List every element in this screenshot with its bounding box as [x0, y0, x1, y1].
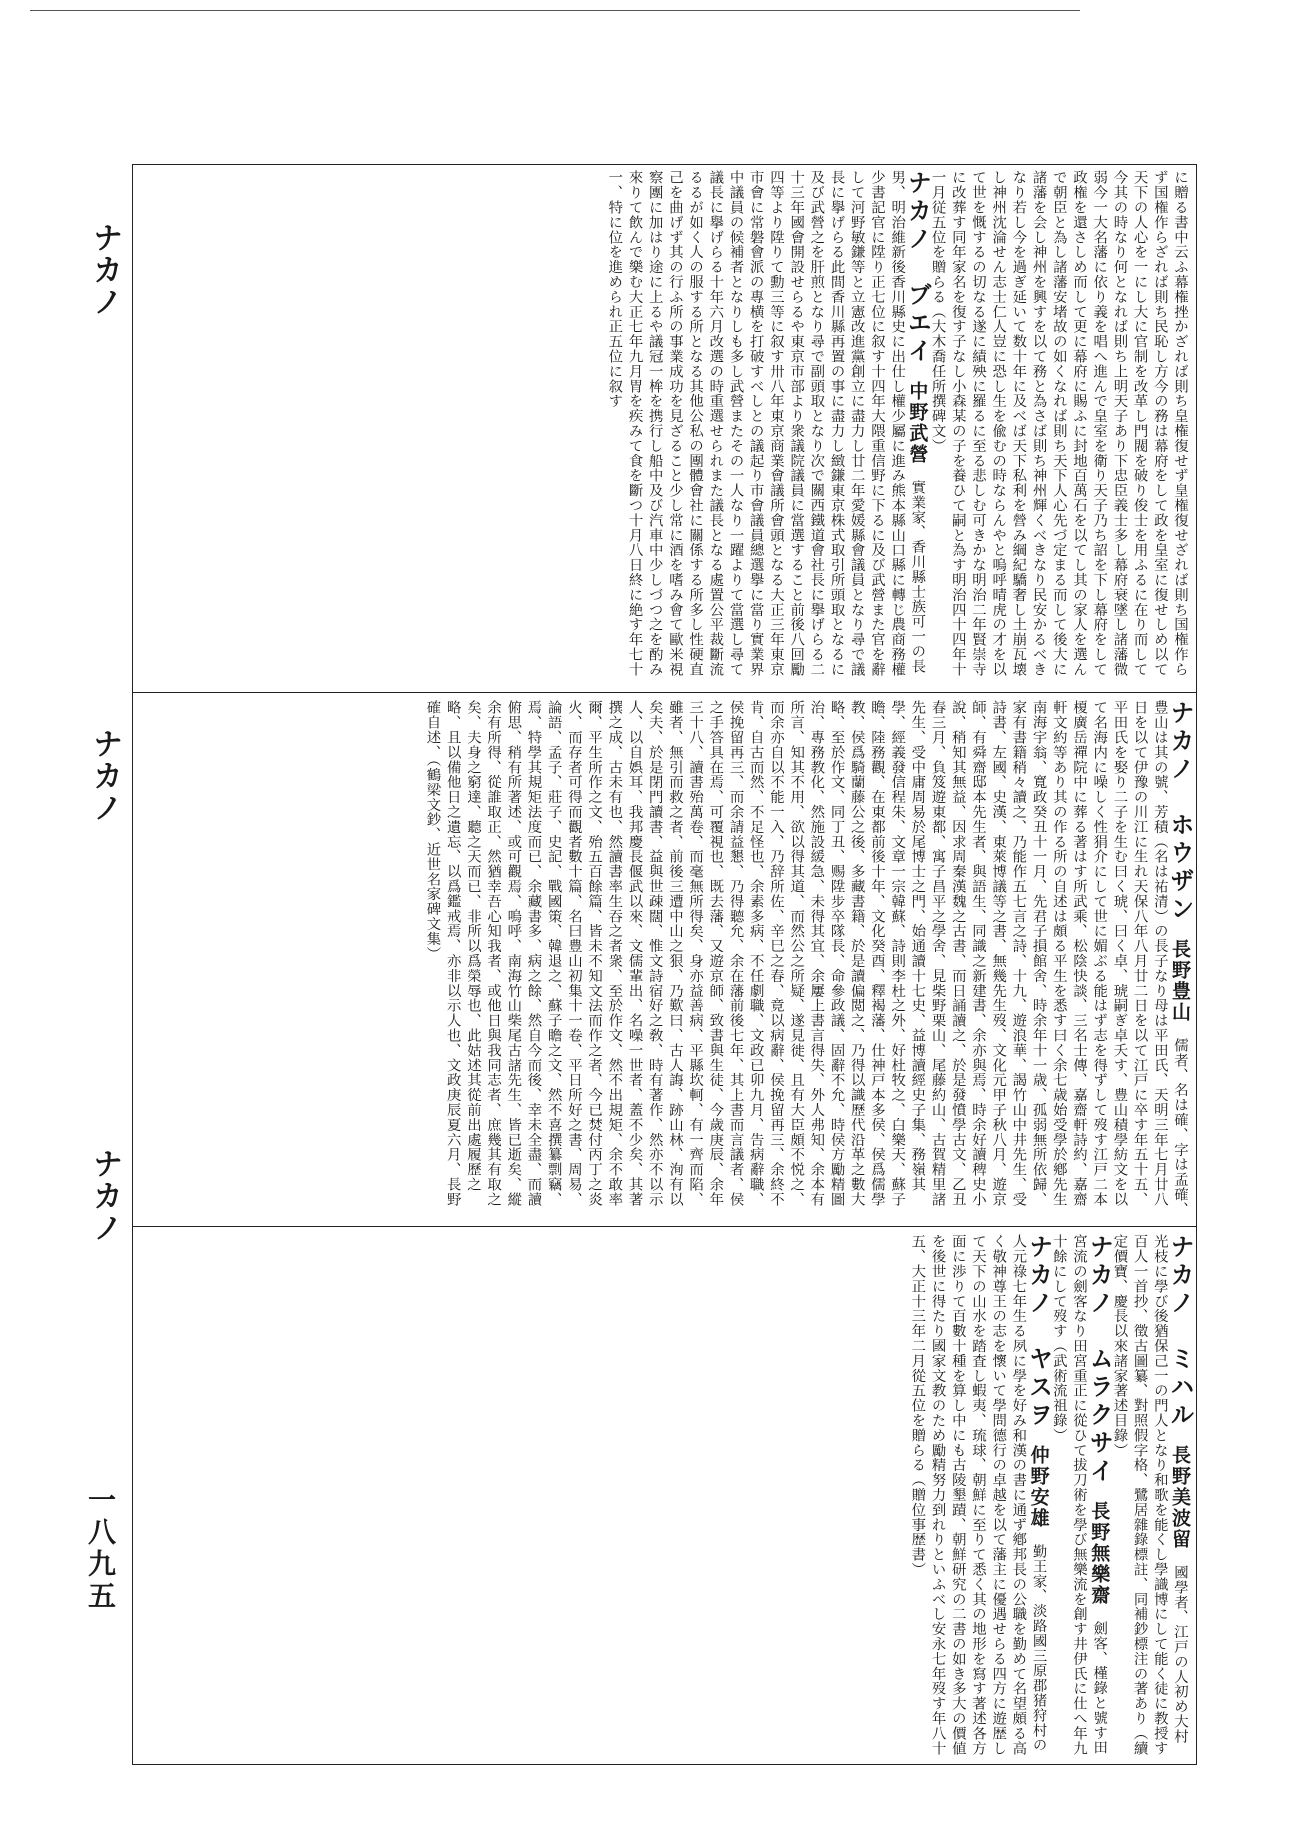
entry-description: 儒者、名は確、字は孟確、豊山は其の號、芳積（名は祐清）の長子なり母は平田氏、天明三年七月廿八日を以て伊豫の川江に生れ天保八年八月廿二日を以て江戸に卒す年五十五、平田氏を娶り二子を生む曰く琥、曰く卓、琥嗣ぎ卓夭す、豊山積學紡文を以て名海内に噪しく性狷介にして世に媚ぶる能はず志を得ずして歿す江戸二本榎廣岳禪院中に葬る著はす所武乘、松陰快談、三名士傳、嘉齋軒詩約、嘉齋軒文約等あり其の作る所の自述は頗る平生を悉す曰く余七歳始受學於鄕先生南海宇翁、寬政癸丑十一月、先君子損館舍、時余年十一歳、孤弱無所依歸、家有書籍稍々讀之、乃能作五七言之詩、十九、遊浪華、謁竹山中井先生、受詩書、左國、史漢、東萊博議等之書、無幾先生歿、文化元甲子秋八月、遊京師、有舜齋邸本先生者、與語生、同識之新建書、余亦與焉、時余好讀稗史小說、稍知其無益、因求周秦漢魏之古書、而日誦讀之、於是發憤學古文、乙丑春三月、負笈遊東都、寓子昌平之學舍、見柴野栗山、尾藤約山、古賀精里諸先生、受中庸周易於尾博士之門、始通讀十七史、益博讀經史子集、務嶺其學、經義發信程朱、文章一宗韓蘇、詩則李杜之外、好杜牧之、白樂天、蘇子瞻、陸務觀、在東都前後十年、文化癸酉、釋褐藩、仕神戸本多侯、侯爲儒學教、侯爲騎蘭藤公之後、多藏書籍、於是讀偏閲之、乃得以識歷代沿革之數大略、至於作文、同丁丑、赐陞步卒隊長、命參政議、固辭不允、時侯方勵精圖治、專務教化、然施設緩急、未得其宜、余屢上書言得失、外人弗知、余本有所言、知其不用、欲以得其道、而然公之所疑、遂見徙、且有大臣頗不悦之、而余亦自以不能一入、乃辞所佐、辛巳之春、竟以病辭、侯挽留再三、余終不肯、自古而然、不足怪也、余素多病、不任劇職、文政已卯九月、告病辭職、侯挽留再三、而余請益懇、乃得聽允、余在藩前後七年、其上書而言議者、侯之手答具在焉、可覆視也、既去藩、又遊京師、致書與生徒、今歲庚辰、余年三十八、讀書殆萬卷、而毫無所得矣、身亦益善病、平縣坎軻、有一齊而陷、雖者、無引而救之者、前後三遭中山之狠、乃歎曰、古人誨、跡山林、洵有以矣夫、於是閉門讀書、益與世疎闊、惟文詩宿好之敎、時有著作、然亦不以示人、以自娯耳、我邦慶長偃武以來、文儒輩出、名噪一世者、蓋不少矣、其著撰之成、古未有也、然讀書率生吞之者衆、至於作文、然不出規矩、余不敢率爾、平生所作之文、殆五百餘篇、皆未不知文法而作之者、今已焚付丙丁之炎火、而存者可得而觀者數十篇、名曰豊山初集十一卷、平日所好之書、周易、論語、孟子、莊子、史記、戰國策、韓退之、蘇子瞻之文、然不喜撰纂剽竊、焉、特學其規矩法度而已、余藏書多、病之餘、然自今而後、幸未全盡、而讀俯思、稍有所著述、或可觀焉、嗚呼、南海竹山柴尾古諸先生、皆已逝矣、縱余有所得、從誰取正、然猶幸吾心知我者、或他日與我同志者、庶幾其有取之矣、夫身之窮達、聽之天而已、非所以爲榮辱也、此姑述其從前出處履歷之略、且以備他日之遺忘、以爲鑑戒焉、亦非以示人也、文政庚辰夏六月、長野確自述、（鶴梁文鈔、近世名家碑文集）: [424, 700, 1188, 1217]
entry-name: 長野豊山: [1169, 938, 1191, 1023]
band-bottom: [138, 1234, 1194, 1758]
entry-continuation: [927, 170, 1190, 686]
entry-nagano-houzan: [422, 700, 1194, 1220]
entry-nakano-yasuo: [907, 1234, 1053, 1758]
band-middle: [138, 700, 1194, 1220]
entry-body: 元祿七年生る夙に學を好み和漢の書に通ず鄕邦長の公職を勤めて名望頗る高く敬神尊王の志を懷いて學問德行の卓越を以て藩主に優遇せらる四方に遊歴して天下の山水を踏査し蝦夷、琉球、朝鮮に至りて悉く其の地形を寫す著述各方面に渉りて百數十種を算し中にも古陵墾蹟、朝鮮研究の二書の如き多大の價値を後世に得たり國家文教のため勵精努力到れりといふべし安永七年歿す年八十五、大正十三年二月從五位を贈らる（贈位事歴書）: [909, 1234, 1027, 1756]
band-bottom-text: [138, 1234, 1194, 1758]
frame-bottom-border: [132, 1764, 1197, 1765]
entry-headword: ナカノ ヤスヲ: [1024, 1234, 1053, 1430]
entry-headword: ナカノ ムラクサイ: [1085, 1234, 1114, 1486]
entry-name: 仲野安雄: [1027, 1444, 1050, 1529]
text-frame: [132, 164, 1197, 1764]
frame-top-border: [132, 164, 1197, 165]
entry-name: 長野無樂齋: [1088, 1500, 1111, 1606]
side-heading-middle: ナカノ: [87, 728, 122, 824]
band-top: [138, 170, 1190, 686]
band-top-text: [138, 170, 1190, 686]
entry-description: 勤王家、淡路國三原郡猪狩村の人: [1010, 1234, 1047, 1753]
frame-left-border: [132, 164, 133, 1764]
frame-right-border: [1196, 164, 1197, 1764]
side-heading-top: ナカノ: [87, 222, 122, 318]
entry-headword: ナカノ ホウザン: [1166, 700, 1194, 924]
entry-nagano-miharu: [1109, 1234, 1194, 1758]
entry-name: 長野美波留: [1169, 1444, 1191, 1550]
band-middle-text: [138, 700, 1194, 1220]
entry-body: 田宮流の劍客なり田宮重正に從ひて拔刀術を學び無樂流を創す井伊氏に仕へ年九十餘にして歿す（武術流祖錄）: [1050, 1234, 1108, 1756]
page-number: 一八九五: [84, 1485, 117, 1613]
entry-body: 可一の長男、明治維新後香川縣史に出仕し權少屬に進み熊本縣山口縣に轉じ農商務權少書記官に陞り正七位に叙す十四年大隈重信野に下るに及び武營また官を辭して河野敏鎌等と立憲改進黨創立に盡力し廿二年愛媛縣會議員となり尋で議長に擧げらる此間香川縣再置の事に盡力し緻鎌東京株式取引所頭取となるに及び武營之を肝煎となり尋で副頭取となり次で關西鐵道會社長に擧げらる二十三年國會開設せらるや東京市部より衆議院議員に當選すること前後八回勵四等より陞りて勳三等に叙す卅八年東京商業會議所會頭となる大正三年東京市會に常磐會派の專横を打破すべしとの議起り市會議員總選擧に當り實業界中議員の候補者となりしも多し武營またその一人なり一躍よりて當選し尋て議長に擧げらる十年六月改選の時重選せられまた議長となる處置公平裁斷流るるが如く人の服する所となる其他公私の團體會社に關係する所多し性硬直己を曲げず其の行ふ所の事業成功を見ざること少し常に酒を嗜み會て歐米視察團に加はり途に上るや議冠一桙を携行し船中及び汽車中少しづつ之を酌み來りて飲んで樂む大正七年九月胃を疾みて食を斷つ十月八日終に絶す年七十一、特に位を進められ正五位に叙す: [606, 170, 926, 677]
entry-description: 實業家、香川縣士族: [909, 479, 926, 614]
entry-headword: ナカノ ミハル: [1166, 1234, 1194, 1430]
entry-description: 劍客、槿錄と號す: [1091, 1620, 1108, 1741]
entry-nagano-murakusai: [1049, 1234, 1114, 1758]
entry-nakano-buei: [604, 170, 932, 686]
entry-body: 初め大村光枝に學び後猶保己一の門人となり和歌を能くし學識博にして能く徒に教授す百人一首抄、徵古圖纂、對照假字格、鷺居雜錄標註、同補鈔標注の著あり（續定價寶、慶長以來諸家著述目錄）: [1111, 1234, 1188, 1756]
entry-name: 中野武營: [906, 380, 929, 465]
top-rule: [30, 10, 1080, 11]
band-separator-1: [132, 692, 1197, 693]
side-heading-bottom: ナカノ: [87, 1148, 122, 1244]
entry-headword: ナカノ ブエイ: [903, 170, 932, 366]
band-separator-2: [132, 1226, 1197, 1227]
entry-description: 國學者、江戸の人: [1172, 1564, 1188, 1685]
entry-body: に贈る書中云ふ幕権挫かざれば則ち皇権復せず皇権復せざれば則ち国権作らず国権作らざれば則ち民恥し方今の務は幕府をして政を皇室に復せしめ以て天下の人心を一にし大に官制を改革し門閥を破り俊士を用ふるに在り而して今其の時なり何となれば則ち上明天子あり下忠臣義士多し幕府衰墜し諸藩微弱今一大名藩に依り義を唱へ進んで皇室を衛り天子乃ち詔を下し幕府をして政権を還さしめ而して更に幕府に賜ふに封地百萬石を以てし其の家人を選んで朝臣と為し諸藩安堵故の如くなれば則ち天下人心先づ定まる而して後大に諸藩を会し神州を興すを以て務と為さば則ち神州輝くべきなり民安かるべきなり若し今を過ぎ延いて数十年に及べば天下私利を營み綱紀驕奢し土崩瓦壊し神州沈淪せん志士仁人豈に恐し生を偸むの時ならんやと嗚呼晴虎の才を以て世を慨するの切なる遂に績殃に羅るに至る悲しむ可きかな明治二年賢崇寺に改葬す同年家名を復す子なし小森某の子を養ひて嗣と為す明治四十四年十一月従五位を贈らる（大木喬任所撰碑文）: [929, 170, 1188, 677]
